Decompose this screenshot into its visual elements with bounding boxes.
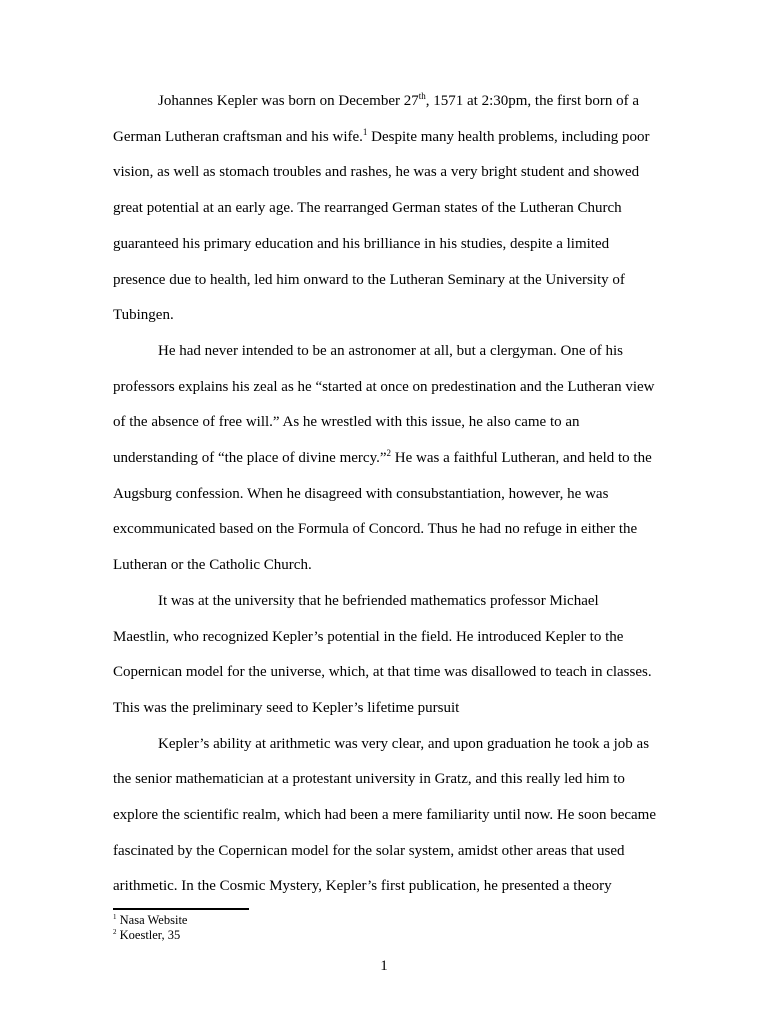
superscript: th [418, 91, 426, 101]
footnote-ref: 2 [386, 448, 392, 459]
footnote-ref: 1 [362, 126, 368, 137]
paragraph [113, 84, 658, 334]
footnote [113, 913, 187, 928]
body-text [113, 84, 658, 905]
text-run: Kepler’s ability at arithmetic was very clear, and upon graduation he took a job as the senior mathematician at a protestant university in Gratz, and this really led him to explore the scientific realm, which had been a mere familiarity until now. He soon became fascinated by the Copernican model for the solar system, amidst other areas that used arithmetic. In the Cosmic Mystery, Kepler’s first publication, he presented a theory [113, 735, 656, 895]
footnote [113, 928, 187, 943]
text-run: It was at the university that he befriended mathematics professor Michael Maestlin, who recognized Kepler’s potential in the field. He introduced Kepler to the Copernican model for the universe, which, at that time was disallowed to teach in classes. This was the preliminary seed to Kepler’s lifetime pursuit [113, 592, 652, 716]
paragraph [113, 334, 658, 584]
footnote-mark: 1 [113, 912, 117, 921]
footnote-mark: 2 [113, 927, 117, 936]
text-run: He had never intended to be an astronomer at all, but a clergyman. One of his professors explains his zeal as he “started at once on predestination and the Lutheran view of the absence of free will.” As he wrestled with this issue, he also came to an understanding of “the place of divine mercy.” [113, 342, 655, 467]
footnote-text: Koestler, 35 [119, 928, 181, 942]
text-run: He was a faithful Lutheran, and held to the Augsburg confession. When he disagreed with consubstantiation, however, he was excommunicated based on the Formula of Concord. Thus he had no refuge in either the Lutheran or the Catholic Church. [113, 450, 652, 574]
paragraph [113, 584, 658, 727]
footnote-separator [113, 908, 249, 910]
text-run: , 1571 at 2:30pm, the first born of a German Lutheran craftsman and his wife. [113, 93, 640, 145]
page-number: 1 [380, 958, 388, 974]
paragraph [113, 727, 658, 906]
text-run: Johannes Kepler was born on December 27 [158, 93, 419, 109]
footnote-text: Nasa Website [119, 913, 188, 927]
footnotes [113, 913, 187, 943]
text-run: Despite many health problems, including poor vision, as well as stomach troubles and rashes, he was a very bright student and showed great potential at an early age. The rearranged German states of the Lutheran Church guaranteed his primary education and his brilliance in his studies, despite a limited presence due to health, led him onward to the Lutheran Seminary at the University of Tubingen. [113, 128, 650, 324]
